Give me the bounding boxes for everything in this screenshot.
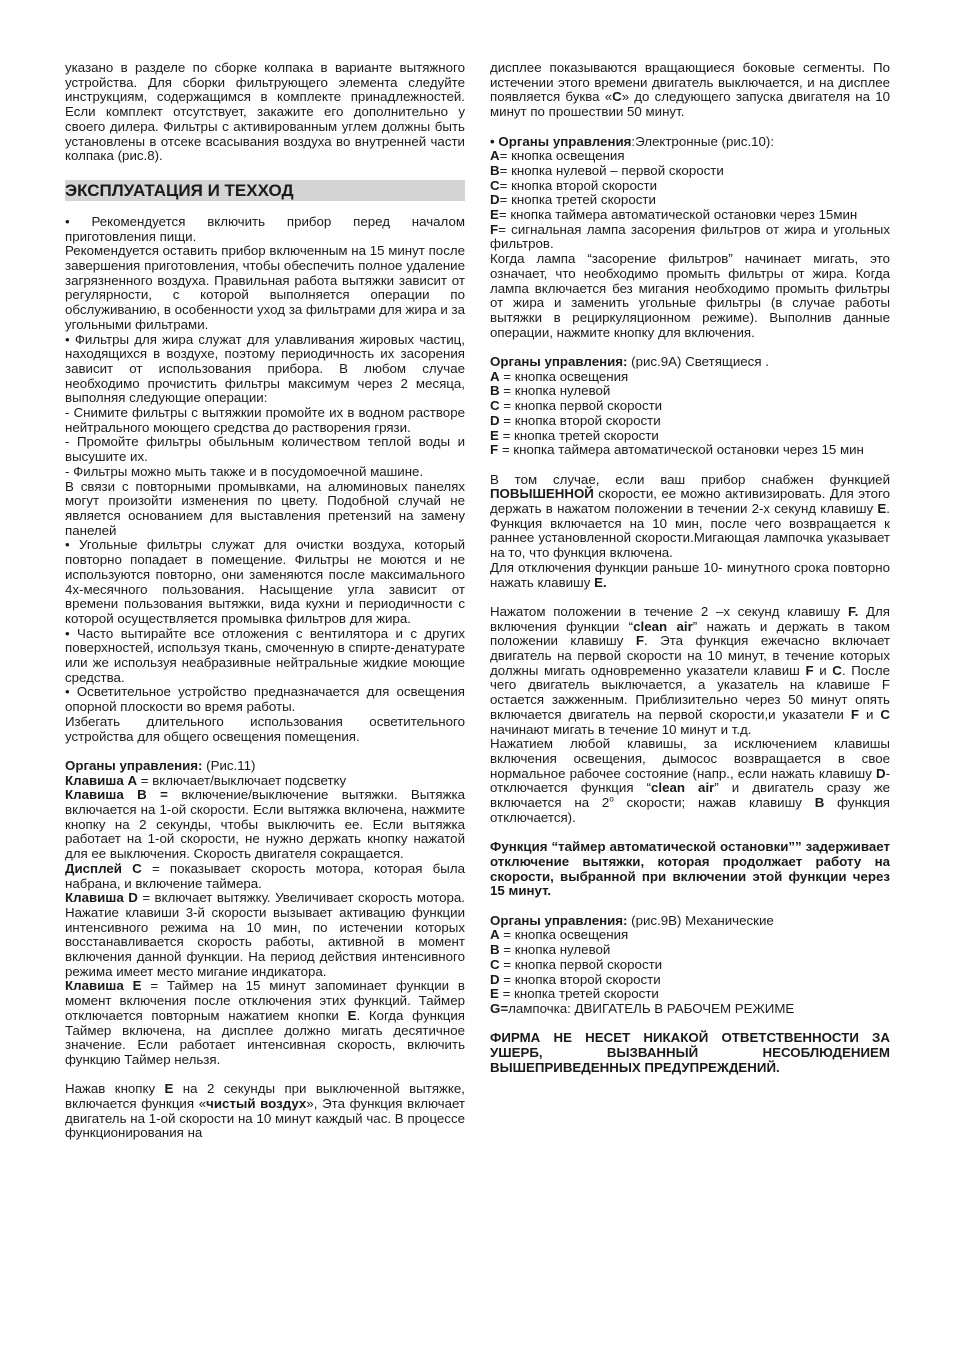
lit-controls-heading: Органы управления: (рис.9A) Светящиеся .	[490, 354, 769, 370]
electronic-controls-list	[490, 149, 890, 252]
paragraph: Избегать длительного использования осветительного устройства для общего освещения помещения.	[65, 713, 465, 744]
list-item: C = кнопка первой скорости	[490, 956, 663, 972]
control-c: Дисплей C = показывает скорость мотора, которая была набрана, и включение таймера.	[65, 860, 465, 891]
mech-controls-heading: Органы управления: (рис.9B) Механические	[490, 912, 774, 928]
list-item: G=лампочка: ДВИГАТЕЛЬ В РАБОЧЕМ РЕЖИМЕ	[490, 1000, 795, 1016]
list-item: E = кнопка третей скорости	[490, 986, 659, 1002]
list-item: B = кнопка нулевой	[490, 942, 611, 958]
control-d: Клавиша D = включает вытяжку. Увеличивает скорость мотора. Нажатие клавиши 3-й скорости вызывает активацию функции интенсивного режима на 10 мин, по истечении которых восстанавливается скорость работы, активной в момент включения данной функции. На период действия интенсивного режима имеет место мигание индикатора.	[65, 890, 465, 979]
boost-paragraph: В том случае, если ваш прибор снабжен функцией ПОВЫШЕННОЙ скорости, ее можно активизировать. Для этого держать в нажатом положении в течении 2-х секунд клавишу E. Функция включается на 10 мин, после чего возвращается к раннее установленной скорости.Мигающая лампочка указывает на то, что функция включена.	[490, 471, 890, 561]
section-heading: ЭКСПЛУАТАЦИЯ И ТЕХХОД	[65, 180, 465, 201]
timer-note: Функция “таймер автоматической остановки”” задерживает отключение вытяжки, которая продолжает работу на скорости, выбранной при включении этой функции через 15 минут.	[490, 839, 890, 899]
list-item: C= кнопка второй скорости	[490, 177, 658, 193]
paragraph: • Фильтры для жира служат для улавливания жировых частиц, находящихся в воздухе, поэтому периодичность их засорения зависит от использования прибора. В любом случае необходимо прочистить фильтры максимум через 2 месяца, выполняя следующие операции:	[65, 331, 465, 406]
clean-air-off-paragraph: Нажатием любой клавишы, за исключением клавишы включения освещения, дымосос возвращается в свое нормальное рабочее состояние (напр., если нажать клавишу D- отключается функция “clean air” и двигатель сразу же включается на $2^о$ скорости; нажав клавишу B функция отключается).	[490, 736, 890, 825]
list-item: B= кнопка нулевой – первой скорости	[490, 162, 724, 178]
mech-controls-list	[490, 928, 890, 1016]
list-item: E = кнопка третей скорости	[490, 427, 659, 443]
list-item: F= сигнальная лампа засорения фильтров от жира и угольных фильтров.	[490, 221, 890, 252]
list-item: A = кнопка освещения	[490, 368, 629, 384]
paragraph: Рекомендуется оставить прибор включенным на 15 минут после завершения приготовления, чтобы обеспечить полное удаление загрязненного воздуха. Правильная работа вытяжки зависит от регулярности, с которой выполняется операции по обслуживанию, в особенности уход за фильтрами для жира и за угольными фильтрами.	[65, 243, 465, 332]
clean-air-mode-paragraph: Нажатом положении в течение 2 –х секунд клавишу F. Для включения функции “clean air” нажать и держать в таком положении клавишу F. Эта функция ежечасно включает двигатель на первой скорости на 10 минут, в течение которых должны мигать одновременно указатели клавиш F и C. После чего двигатель выключается, а указатель на клавише F остается зажженным. Приблизительно через 50 минут опять включается двигатель на первой скорости,и указатели F и C начинают мигать в течение 10 минут и т.д.	[490, 603, 890, 737]
intro-paragraph: указано в разделе по сборке колпака в варианте вытяжного устройства. Для сборки фильтрующего элемента следуйте инструкциям, содержащимся в комплекте принадлежностей. Если комплект отсутствует, закажите его дополнительно у своего дилера. Фильтры с активированным углем должны быть установлены в отсеке всасывания воздуха во внутренней части колпака (рис.8).	[65, 60, 465, 164]
list-item: F = кнопка таймера автоматической остановки через 15 мин	[490, 442, 864, 458]
clean-air-paragraph: Нажав кнопку E на 2 секунды при выключенной вытяжке, включается функция «чистый воздух», Эта функция включает двигатель на 1-ой скорости на 10 минут каждый час. В процессе функционирования на	[65, 1081, 466, 1141]
lit-controls-list	[490, 370, 890, 458]
controls-11-heading: Органы управления: (Рис.11)	[65, 757, 256, 773]
paragraph: • Угольные фильтры служат для очистки воздуха, который повторно попадает в помещение. Фильтры не моются и не используются повторно, они заменяются после максимального 4х-месячного пользования. Насыщение угла зависит от времени пользования вытяжки, вида кухни и периодичности с которой осуществляется промывка фильтров для жира.	[65, 537, 465, 626]
paragraph: • Часто вытирайте все отложения с вентилятора и с других поверхностей, используя ткань, смоченную в спирте-денатурате или же используя неабразивные нейтральные жидкие моющие средства.	[65, 625, 465, 685]
continued-paragraph: дисплее показываются вращающиеся боковые сегменты. По истечении этого времени двигатель выключается, и на дисплее появляется буква «C» до следующего запуска двигателя на 10 минут по прошествии 50 минут.	[490, 60, 890, 120]
boost-off-paragraph: Для отключения функции раньше 10- минутного срока повторно нажать клавишу E.	[490, 559, 890, 590]
paragraph: • Рекомендуется включить прибор перед началом приготовления пищи.	[65, 213, 465, 244]
list-item: D= кнопка третей скорости	[490, 192, 656, 208]
electronic-controls-heading: • Органы управления:Электронные (рис.10):	[490, 133, 775, 149]
list-item: E= кнопка таймера автоматической остановки через 15мин	[490, 207, 858, 223]
control-b: Клавиша B = включение/выключение вытяжки. Вытяжка включается на 1-ой скорости. Если вытяжка включена, нажмите кнопку на 2 секунды, чтобы выключить ее. Если вытяжка работает на 1-ой скорости, не нужно держать кнопку нажатой для ее выключения. Скорость двигателя сокращается.	[65, 787, 465, 862]
paragraph: - Снимите фильтры с вытяжкии промойте их в водном растворе нейтрального моющего средства до растворения грязи.	[65, 405, 465, 435]
control-e: Клавиша E = Таймер на 15 минут запоминает функции в момент включения после отключения этих функций. Таймер отключается повторным нажатием кнопки E. Когда функция Таймер включена, на дисплее должно мигать десятичное значение. Если работает интенсивная скорость, включить функцию Таймер нельзя.	[65, 978, 465, 1067]
right-column	[490, 61, 890, 1075]
left-column	[65, 61, 465, 1141]
list-item: B = кнопка нулевой	[490, 383, 611, 399]
paragraph: • Осветительное устройство предназначается для освещения опорной плоскости во время работы.	[65, 684, 465, 715]
paragraph: - Промойте фильтры обыльным количеством теплой воды и высушите их.	[65, 434, 465, 465]
disclaimer: ФИРМА НЕ НЕСЕТ НИКАКОЙ ОТВЕТСТВЕННОСТИ ЗА УШЕРБ, ВЫЗВАННЫЙ НЕСОБЛЮДЕНИЕМ ВЫШЕПРИВЕДЕННЫХ ПРЕДУПРЕЖДЕНИЙ.	[490, 1030, 890, 1075]
control-a: Клавиша A = включает/выключает подсветку	[65, 772, 347, 788]
paragraph: В связи с повторными промывками, на алюминовых панелях могут произойти изменения по цвету. Подобной случай не является основанием для выставления претензий на замену панелей	[65, 478, 465, 538]
paragraph: - Фильтры можно мыть также и в посудомоечной машине.	[65, 463, 424, 479]
list-item: D = кнопка второй скорости	[490, 412, 661, 428]
list-item: D = кнопка второй скорости	[490, 971, 661, 987]
list-item: A = кнопка освещения	[490, 927, 629, 943]
list-item: C = кнопка первой скорости	[490, 398, 663, 414]
filter-lamp-note: Когда лампа “засорение фильтров” начинает мигать, это означает, что необходимо промыть фильтры от жира. Когда лампа включается без мигания необходимо промыть фильтры от жира и заменить угольные фильтры (в случае работы вытяжки в рециркуляционном режиме). Выполнив данные операции, нажмите кнопку для включения.	[490, 251, 890, 340]
list-item: A= кнопка освещения	[490, 148, 625, 164]
